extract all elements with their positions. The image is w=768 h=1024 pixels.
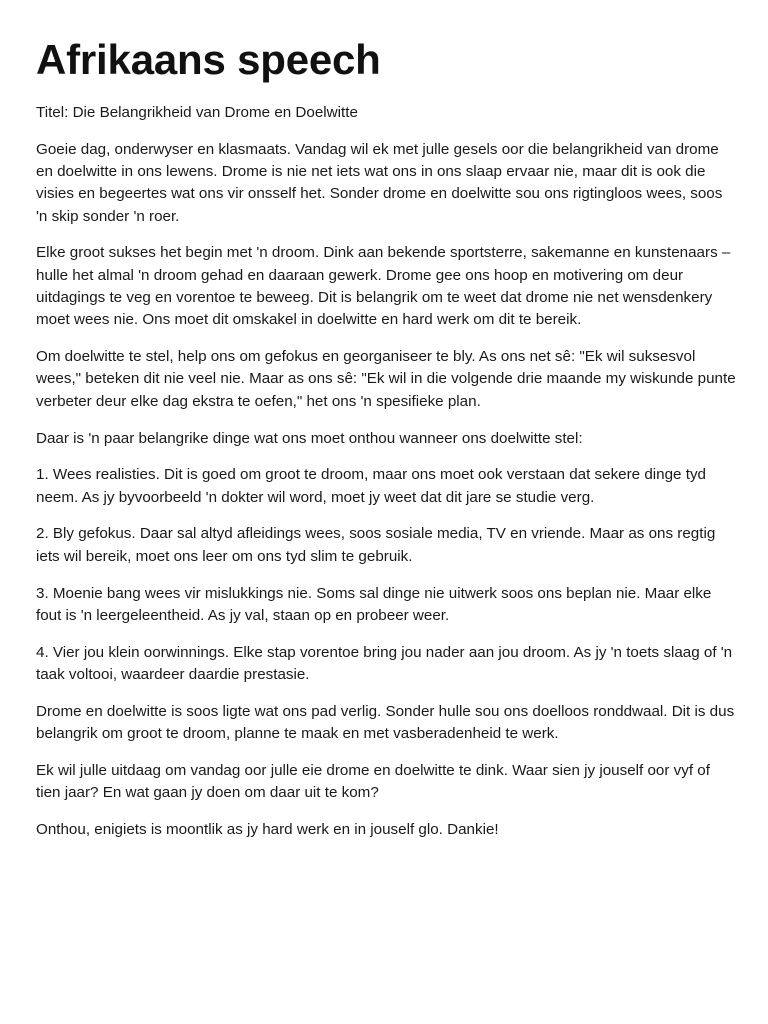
list-item-2: 2. Bly gefokus. Daar sal altyd afleidings wees, soos sosiale media, TV en vriende. Maar as ons regtig iets wil bereik, moet ons leer om ons tyd slim te gebruik. (36, 525, 716, 565)
list-item-3: 3. Moenie bang wees vir mislukkings nie. Soms sal dinge nie uitwerk soos ons beplan nie. Maar elke fout is 'n leergeleentheid. As jy val, staan op en probeer weer. (36, 584, 712, 624)
list-item-4: 4. Vier jou klein oorwinnings. Elke stap vorentoe bring jou nader aan jou droom. As jy 'n toets slaag of 'n taak voltooi, waardeer daardie prestasie. (36, 643, 733, 683)
list-item-1: 1. Wees realisties. Dit is goed om groot te droom, maar ons moet ook verstaan dat sekere dinge tyd neem. As jy byvoorbeeld 'n dokter wil word, moet jy weet dat dit jare se studie verg. (36, 466, 706, 506)
paragraph-challenge: Ek wil julle uitdaag om vandag oor julle eie drome en doelwitte te dink. Waar sien jy jouself oor vyf of tien jaar? En wat gaan jy doen om daar uit te kom? (36, 761, 710, 802)
paragraph-closing: Onthou, enigiets is moontlik as jy hard werk en in jouself glo. Dankie! (36, 820, 499, 838)
speech-title-line: Titel: Die Belangrikheid van Drome en Doelwitte (36, 104, 358, 121)
paragraph-lights: Drome en doelwitte is soos ligte wat ons pad verlig. Sonder hulle sou ons doelloos ronddwaal. Dit is dus belangrik om groot te droom, planne te maak en met vasberadenheid te werk. (36, 702, 735, 743)
paragraph-success: Elke groot sukses het begin met 'n droom. Dink aan bekende sportsterre, sakemanne en kunstenaars – hulle het almal 'n droom gehad en daaraan gewerk. Drome gee ons hoop en motivering om deur uitdagings te veg en vorentoe te beweeg. Dit is belangrik om te weet dat drome nie net wensdenkery moet wees nie. Ons moet dit omskakel in doelwitte en hard werk om dit te bereik. (36, 244, 731, 329)
paragraph-list-intro: Daar is 'n paar belangrike dinge wat ons moet onthou wanneer ons doelwitte stel: (36, 429, 583, 447)
page-title: Afrikaans speech (36, 36, 381, 83)
document-page (36, 34, 736, 856)
paragraph-intro: Goeie dag, onderwyser en klasmaats. Vandag wil ek met julle gesels oor die belangrikheid van drome en doelwitte in ons lewens. Drome is nie net iets wat ons in ons slaap ervaar nie, maar dit is ook die visies en begeertes wat ons vir onsself het. Sonder drome en doelwitte sou ons rigtingloos wees, soos 'n skip sonder 'n roer. (36, 140, 723, 225)
paragraph-goal-setting: Om doelwitte te stel, help ons om gefokus en georganiseer te bly. As ons net sê: "Ek wil suksesvol wees," beteken dit nie veel nie. Maar as ons sê: "Ek wil in die volgende drie maande my wiskunde punte verbeter deur elke dag ekstra te oefen," het ons 'n spesifieke plan. (36, 348, 736, 410)
